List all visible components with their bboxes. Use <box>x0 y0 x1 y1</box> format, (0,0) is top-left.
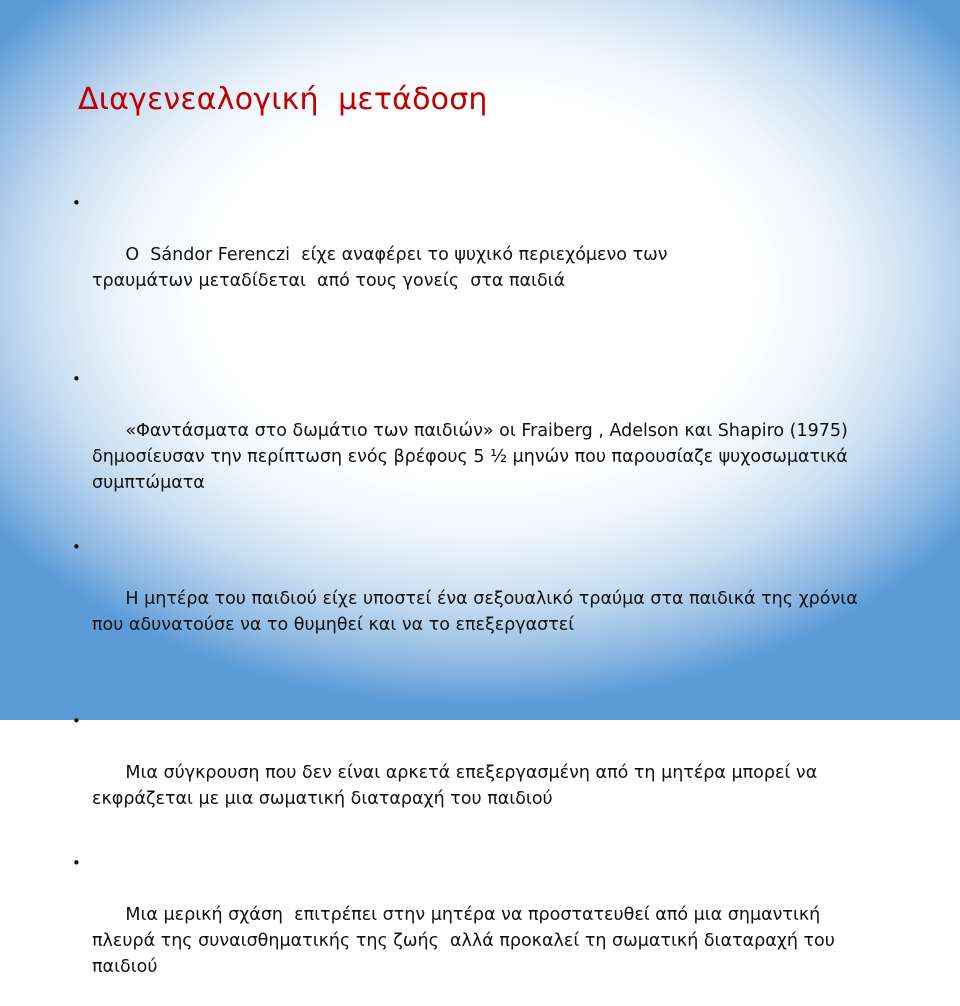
bullet-list <box>72 190 872 1006</box>
bullet-dot-icon: • <box>72 194 81 212</box>
bullet-item <box>72 366 852 522</box>
bullet-text: Η μητέρα του παιδιού είχε υποστεί ένα σεξουαλικό τραύμα στα παιδικά της χρόνια που αδυνατούσε να το θυμηθεί και να το επεξεργαστεί <box>92 589 864 635</box>
bullet-text: Μια μερική σχάση επιτρέπει στην μητέρα να προστατευθεί από μια σημαντική πλευρά της συναισθηματικής της ζωής αλλά προκαλεί τη σωματική διαταραχή του παιδιού <box>92 905 841 977</box>
bullet-dot-icon: • <box>72 538 81 556</box>
bullet-item <box>72 190 772 320</box>
bullet-dot-icon: • <box>72 370 81 388</box>
bullet-item <box>72 850 872 1006</box>
bullet-text: Μια σύγκρουση που δεν είναι αρκετά επεξεργασμένη από τη μητέρα μπορεί να εκφράζεται με μια σωματική διαταραχή του παιδιού <box>92 763 823 809</box>
bullet-dot-icon: • <box>72 854 81 872</box>
slide-title: Διαγενεαλογική μετάδοση <box>78 82 488 117</box>
bullet-text: «Φαντάσματα στο δωμάτιο των παιδιών» οι Fraiberg , Adelson και Shapiro (1975) δημοσίευσαν την περίπτωση ενός βρέφους 5 ½ μηνών που παρουσίαζε ψυχοσωματικά συμπτώματα <box>92 421 854 493</box>
bullet-text: Ο Sándor Ferenczi είχε αναφέρει το ψυχικό περιεχόμενο των τραυμάτων μεταδίδεται από τους γονείς στα παιδιά <box>92 245 674 291</box>
bullet-dot-icon: • <box>72 712 81 730</box>
bullet-item <box>72 534 892 664</box>
bullet-item <box>72 708 882 838</box>
